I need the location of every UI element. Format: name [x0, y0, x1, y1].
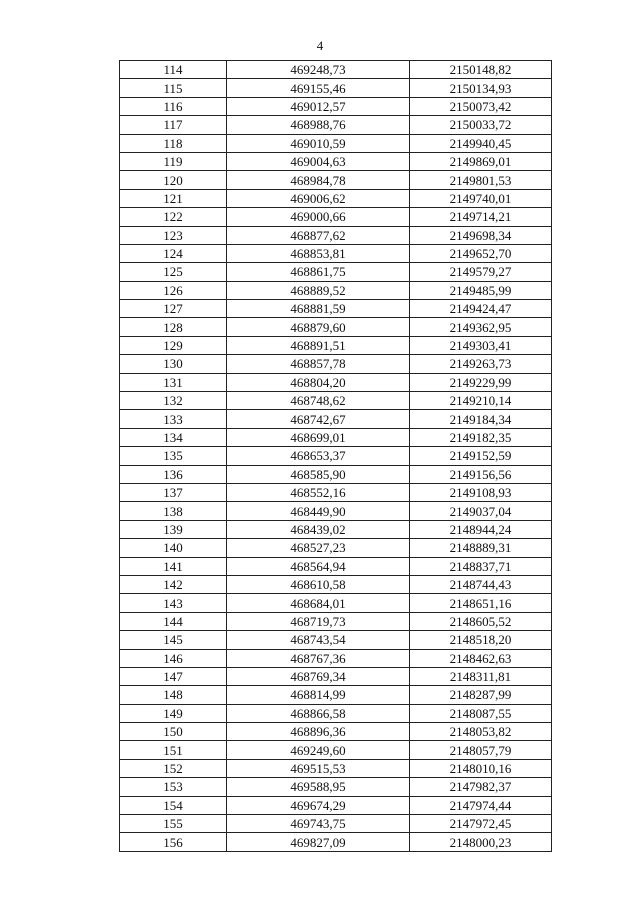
table-row [120, 594, 552, 612]
x-coordinate-cell: 468552,16 [227, 483, 410, 501]
point-number-cell: 134 [120, 428, 227, 446]
table-row [120, 649, 552, 667]
table-row [120, 833, 552, 851]
table-row [120, 667, 552, 685]
y-coordinate-cell: 2149652,70 [410, 244, 552, 262]
point-number-cell: 123 [120, 226, 227, 244]
table-row [120, 815, 552, 833]
point-number-cell: 155 [120, 815, 227, 833]
x-coordinate-cell: 468748,62 [227, 392, 410, 410]
point-number-cell: 130 [120, 355, 227, 373]
y-coordinate-cell: 2147972,45 [410, 815, 552, 833]
table-row [120, 796, 552, 814]
point-number-cell: 128 [120, 318, 227, 336]
y-coordinate-cell: 2148837,71 [410, 557, 552, 575]
x-coordinate-cell: 468743,54 [227, 631, 410, 649]
table-row [120, 263, 552, 281]
table-row [120, 704, 552, 722]
y-coordinate-cell: 2149362,95 [410, 318, 552, 336]
table-row [120, 741, 552, 759]
point-number-cell: 146 [120, 649, 227, 667]
table-row [120, 318, 552, 336]
point-number-cell: 147 [120, 667, 227, 685]
x-coordinate-cell: 468988,76 [227, 116, 410, 134]
point-number-cell: 156 [120, 833, 227, 851]
coordinates-table-body [120, 61, 552, 852]
table-row [120, 631, 552, 649]
point-number-cell: 114 [120, 61, 227, 79]
x-coordinate-cell: 468585,90 [227, 465, 410, 483]
point-number-cell: 153 [120, 778, 227, 796]
point-number-cell: 122 [120, 208, 227, 226]
table-row [120, 208, 552, 226]
y-coordinate-cell: 2149263,73 [410, 355, 552, 373]
coordinates-table [119, 60, 552, 852]
point-number-cell: 129 [120, 336, 227, 354]
table-row [120, 520, 552, 538]
table-row [120, 171, 552, 189]
x-coordinate-cell: 468719,73 [227, 612, 410, 630]
point-number-cell: 115 [120, 79, 227, 97]
y-coordinate-cell: 2149869,01 [410, 152, 552, 170]
x-coordinate-cell: 468891,51 [227, 336, 410, 354]
y-coordinate-cell: 2149424,47 [410, 300, 552, 318]
table-row [120, 300, 552, 318]
x-coordinate-cell: 468742,67 [227, 410, 410, 428]
table-row [120, 759, 552, 777]
point-number-cell: 127 [120, 300, 227, 318]
table-row [120, 428, 552, 446]
y-coordinate-cell: 2149801,53 [410, 171, 552, 189]
x-coordinate-cell: 468769,34 [227, 667, 410, 685]
table-row [120, 134, 552, 152]
point-number-cell: 141 [120, 557, 227, 575]
table-row [120, 373, 552, 391]
table-row [120, 336, 552, 354]
x-coordinate-cell: 469012,57 [227, 97, 410, 115]
y-coordinate-cell: 2149940,45 [410, 134, 552, 152]
table-row [120, 539, 552, 557]
point-number-cell: 116 [120, 97, 227, 115]
table-row [120, 575, 552, 593]
table-row [120, 392, 552, 410]
x-coordinate-cell: 468699,01 [227, 428, 410, 446]
x-coordinate-cell: 468564,94 [227, 557, 410, 575]
point-number-cell: 133 [120, 410, 227, 428]
table-row [120, 61, 552, 79]
table-row [120, 465, 552, 483]
y-coordinate-cell: 2150033,72 [410, 116, 552, 134]
y-coordinate-cell: 2148053,82 [410, 723, 552, 741]
table-row [120, 686, 552, 704]
point-number-cell: 154 [120, 796, 227, 814]
point-number-cell: 119 [120, 152, 227, 170]
table-row [120, 226, 552, 244]
x-coordinate-cell: 468767,36 [227, 649, 410, 667]
y-coordinate-cell: 2148287,99 [410, 686, 552, 704]
y-coordinate-cell: 2149152,59 [410, 447, 552, 465]
y-coordinate-cell: 2148462,63 [410, 649, 552, 667]
y-coordinate-cell: 2150134,93 [410, 79, 552, 97]
x-coordinate-cell: 469006,62 [227, 189, 410, 207]
point-number-cell: 151 [120, 741, 227, 759]
x-coordinate-cell: 468804,20 [227, 373, 410, 391]
point-number-cell: 126 [120, 281, 227, 299]
point-number-cell: 144 [120, 612, 227, 630]
y-coordinate-cell: 2148651,16 [410, 594, 552, 612]
table-row [120, 410, 552, 428]
y-coordinate-cell: 2149303,41 [410, 336, 552, 354]
x-coordinate-cell: 468877,62 [227, 226, 410, 244]
x-coordinate-cell: 469000,66 [227, 208, 410, 226]
point-number-cell: 131 [120, 373, 227, 391]
y-coordinate-cell: 2149579,27 [410, 263, 552, 281]
y-coordinate-cell: 2149184,34 [410, 410, 552, 428]
table-row [120, 502, 552, 520]
y-coordinate-cell: 2149210,14 [410, 392, 552, 410]
x-coordinate-cell: 469010,59 [227, 134, 410, 152]
point-number-cell: 148 [120, 686, 227, 704]
x-coordinate-cell: 468449,90 [227, 502, 410, 520]
point-number-cell: 149 [120, 704, 227, 722]
point-number-cell: 121 [120, 189, 227, 207]
point-number-cell: 145 [120, 631, 227, 649]
y-coordinate-cell: 2149108,93 [410, 483, 552, 501]
y-coordinate-cell: 2148744,43 [410, 575, 552, 593]
x-coordinate-cell: 469743,75 [227, 815, 410, 833]
y-coordinate-cell: 2149156,56 [410, 465, 552, 483]
point-number-cell: 152 [120, 759, 227, 777]
table-row [120, 483, 552, 501]
table-row [120, 612, 552, 630]
point-number-cell: 132 [120, 392, 227, 410]
point-number-cell: 142 [120, 575, 227, 593]
table-row [120, 447, 552, 465]
y-coordinate-cell: 2149182,35 [410, 428, 552, 446]
y-coordinate-cell: 2150148,82 [410, 61, 552, 79]
point-number-cell: 117 [120, 116, 227, 134]
point-number-cell: 139 [120, 520, 227, 538]
table-row [120, 244, 552, 262]
point-number-cell: 135 [120, 447, 227, 465]
x-coordinate-cell: 468896,36 [227, 723, 410, 741]
y-coordinate-cell: 2148000,23 [410, 833, 552, 851]
point-number-cell: 118 [120, 134, 227, 152]
point-number-cell: 125 [120, 263, 227, 281]
x-coordinate-cell: 468653,37 [227, 447, 410, 465]
point-number-cell: 137 [120, 483, 227, 501]
y-coordinate-cell: 2148087,55 [410, 704, 552, 722]
point-number-cell: 143 [120, 594, 227, 612]
y-coordinate-cell: 2149698,34 [410, 226, 552, 244]
table-row [120, 79, 552, 97]
table-row [120, 778, 552, 796]
x-coordinate-cell: 468866,58 [227, 704, 410, 722]
y-coordinate-cell: 2148889,31 [410, 539, 552, 557]
point-number-cell: 136 [120, 465, 227, 483]
x-coordinate-cell: 469004,63 [227, 152, 410, 170]
x-coordinate-cell: 469674,29 [227, 796, 410, 814]
y-coordinate-cell: 2147974,44 [410, 796, 552, 814]
x-coordinate-cell: 468861,75 [227, 263, 410, 281]
y-coordinate-cell: 2149037,04 [410, 502, 552, 520]
x-coordinate-cell: 468879,60 [227, 318, 410, 336]
point-number-cell: 140 [120, 539, 227, 557]
y-coordinate-cell: 2148605,52 [410, 612, 552, 630]
y-coordinate-cell: 2150073,42 [410, 97, 552, 115]
x-coordinate-cell: 468610,58 [227, 575, 410, 593]
table-row [120, 189, 552, 207]
x-coordinate-cell: 468984,78 [227, 171, 410, 189]
x-coordinate-cell: 468853,81 [227, 244, 410, 262]
x-coordinate-cell: 468684,01 [227, 594, 410, 612]
y-coordinate-cell: 2148010,16 [410, 759, 552, 777]
x-coordinate-cell: 468889,52 [227, 281, 410, 299]
y-coordinate-cell: 2149229,99 [410, 373, 552, 391]
y-coordinate-cell: 2148944,24 [410, 520, 552, 538]
table-row [120, 97, 552, 115]
x-coordinate-cell: 468439,02 [227, 520, 410, 538]
point-number-cell: 150 [120, 723, 227, 741]
x-coordinate-cell: 468857,78 [227, 355, 410, 373]
table-row [120, 723, 552, 741]
y-coordinate-cell: 2148057,79 [410, 741, 552, 759]
table-row [120, 281, 552, 299]
x-coordinate-cell: 469155,46 [227, 79, 410, 97]
y-coordinate-cell: 2149740,01 [410, 189, 552, 207]
x-coordinate-cell: 469588,95 [227, 778, 410, 796]
table-row [120, 152, 552, 170]
table-row [120, 355, 552, 373]
table-row [120, 116, 552, 134]
x-coordinate-cell: 468881,59 [227, 300, 410, 318]
x-coordinate-cell: 469249,60 [227, 741, 410, 759]
table-row [120, 557, 552, 575]
x-coordinate-cell: 468527,23 [227, 539, 410, 557]
y-coordinate-cell: 2149714,21 [410, 208, 552, 226]
x-coordinate-cell: 469248,73 [227, 61, 410, 79]
point-number-cell: 120 [120, 171, 227, 189]
y-coordinate-cell: 2149485,99 [410, 281, 552, 299]
y-coordinate-cell: 2148311,81 [410, 667, 552, 685]
x-coordinate-cell: 468814,99 [227, 686, 410, 704]
point-number-cell: 124 [120, 244, 227, 262]
x-coordinate-cell: 469827,09 [227, 833, 410, 851]
point-number-cell: 138 [120, 502, 227, 520]
y-coordinate-cell: 2147982,37 [410, 778, 552, 796]
x-coordinate-cell: 469515,53 [227, 759, 410, 777]
y-coordinate-cell: 2148518,20 [410, 631, 552, 649]
page-number: 4 [316, 38, 324, 53]
